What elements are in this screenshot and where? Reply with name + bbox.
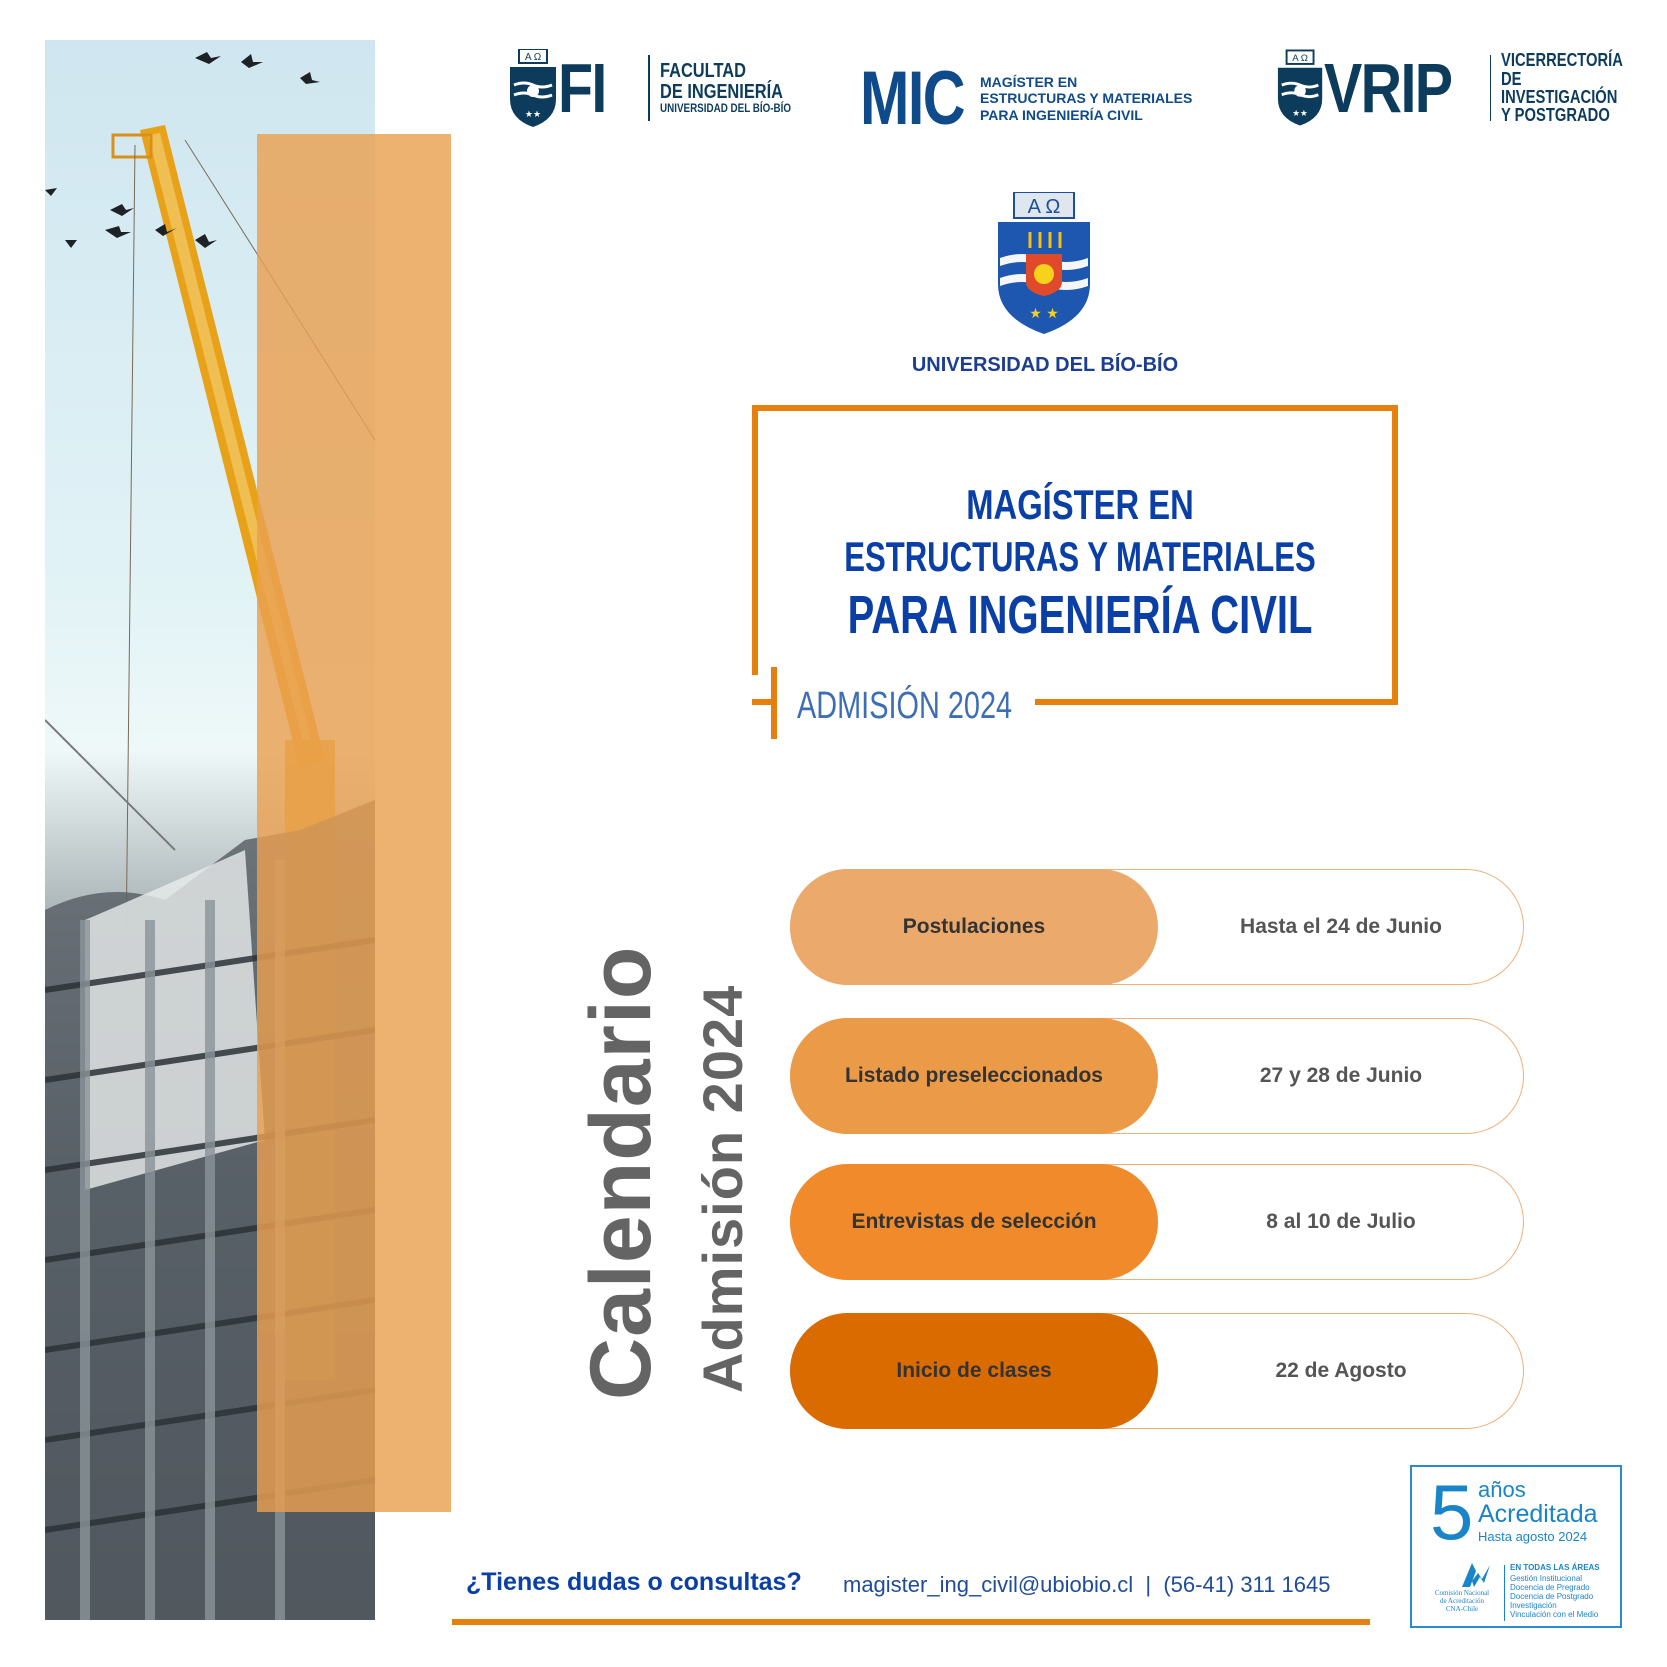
schedule-row	[790, 1018, 1524, 1134]
schedule-row	[790, 1313, 1524, 1429]
ubb-shield-icon	[508, 49, 558, 127]
logo-divider	[1490, 55, 1492, 121]
accreditation-years: 5	[1430, 1468, 1474, 1556]
svg-text:★ ★: ★ ★	[1029, 306, 1059, 322]
contact-info	[843, 1572, 1331, 1598]
orange-overlay-bar	[257, 134, 451, 1512]
svg-text:★★: ★★	[1292, 108, 1308, 119]
contact-question: ¿Tienes dudas o consultas?	[466, 1568, 802, 1596]
schedule-date: 27 y 28 de Junio	[1259, 1064, 1423, 1087]
areas-heading: EN TODAS LAS ÁREAS	[1510, 1563, 1600, 1572]
schedule-date: 22 de Agosto	[1275, 1359, 1407, 1382]
university-name: UNIVERSIDAD DEL BÍO-BÍO	[911, 354, 1179, 376]
contact-separator: |	[1145, 1572, 1152, 1597]
svg-text:★★: ★★	[524, 110, 542, 120]
vrip-acronym: VRIP	[1324, 49, 1452, 127]
contact-phone[interactable]: (56-41) 311 1645	[1163, 1572, 1331, 1597]
schedule-row	[790, 1164, 1524, 1280]
accreditation-badge	[1410, 1465, 1622, 1628]
logo-facultad-ingenieria	[508, 48, 820, 128]
areas-list: Gestión Institucional Docencia de Pregrado Docencia de Postgrado Investigación Vinculación con el Medio	[1510, 1574, 1599, 1619]
admission-label: ADMISIÓN 2024	[797, 685, 1013, 727]
schedule-label: Entrevistas de selección	[790, 1164, 1158, 1280]
calendar-heading: Calendario	[573, 945, 669, 1400]
cna-logo-icon	[1460, 1561, 1490, 1587]
logo-vrip	[1276, 48, 1667, 128]
logo-divider	[648, 55, 650, 121]
ubb-shield-icon	[1276, 49, 1324, 127]
schedule-label: Postulaciones	[790, 869, 1158, 985]
title-frame-bottom	[1035, 699, 1398, 705]
contact-email[interactable]: magister_ing_civil@ubiobio.cl	[843, 1572, 1134, 1597]
svg-text:A Ω: A Ω	[1292, 53, 1308, 65]
svg-text:A Ω: A Ω	[1027, 196, 1061, 218]
cna-name: Comisión Nacional de Acreditación CNA-Chile	[1434, 1589, 1490, 1613]
schedule-label: Inicio de clases	[790, 1313, 1158, 1429]
title-frame-left	[752, 405, 758, 675]
schedule-label: Listado preseleccionados	[790, 1018, 1158, 1134]
schedule-date: Hasta el 24 de Junio	[1240, 915, 1442, 938]
footer-divider	[452, 1619, 1370, 1625]
schedule-date: 8 al 10 de Julio	[1266, 1210, 1416, 1233]
vrip-subtitle: VICERRECTORÍA DE INVESTIGACIÓN Y POSTGRADO	[1501, 50, 1624, 126]
logo-mic	[860, 55, 1192, 142]
title-frame-hook-vertical	[771, 667, 777, 739]
svg-text:A Ω: A Ω	[524, 52, 542, 63]
accreditation-years-label: años	[1478, 1477, 1526, 1502]
calendar-subheading: Admisión 2024	[691, 984, 754, 1393]
schedule-row	[790, 869, 1524, 985]
accreditation-divider	[1504, 1565, 1505, 1621]
program-title: MAGÍSTER EN ESTRUCTURAS Y MATERIALES PARA INGENIERÍA CIVIL	[844, 481, 1316, 645]
fi-acronym: FI	[558, 49, 606, 127]
mic-subtitle: MAGÍSTER EN ESTRUCTURAS Y MATERIALES PARA INGENIERÍA CIVIL	[980, 74, 1193, 123]
university-crest-icon	[996, 192, 1092, 334]
fi-subtitle: FACULTAD DE INGENIERÍA UNIVERSIDAD DEL BÍO-BÍO	[660, 60, 792, 116]
mic-acronym: MIC	[860, 56, 964, 141]
accreditation-status: Acreditada	[1478, 1500, 1598, 1528]
accreditation-until: Hasta agosto 2024	[1478, 1529, 1588, 1544]
